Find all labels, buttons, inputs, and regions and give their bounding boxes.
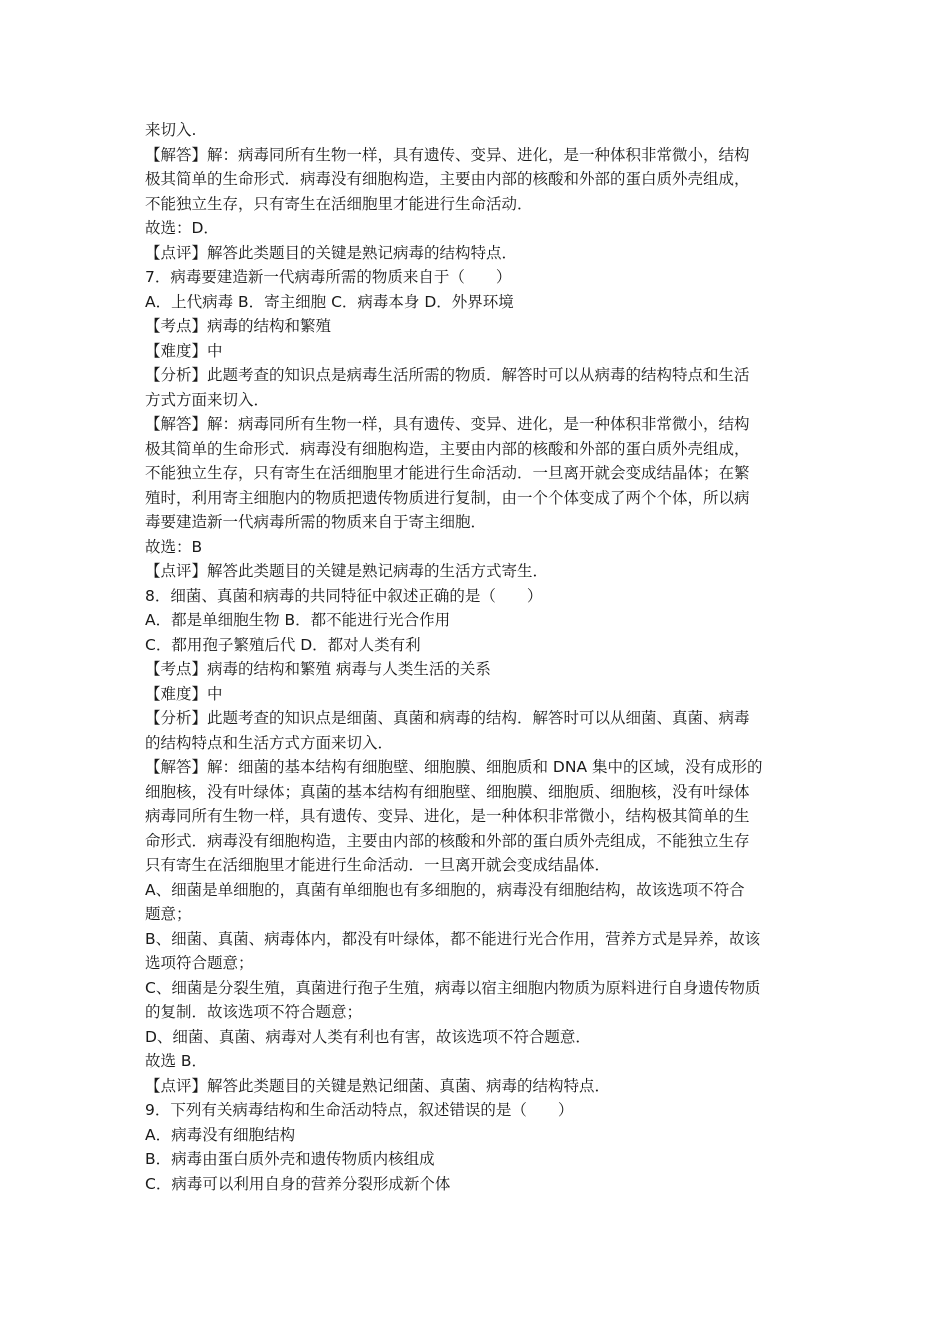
text-line: 8．细菌、真菌和病毒的共同特征中叙述正确的是（ ） <box>145 586 543 605</box>
text-line: 不能独立生存，只有寄生在活细胞里才能进行生命活动．一旦离开就会变成结晶体；在繁 <box>145 464 750 482</box>
text-line: 【点评】解答此类题目的关键是熟记细菌、真菌、病毒的结构特点． <box>145 1076 611 1095</box>
text-line: A．病毒没有细胞结构 <box>145 1125 296 1144</box>
text-line: B．病毒由蛋白质外壳和遗传物质内核组成 <box>145 1150 435 1168</box>
text-line: D、细菌、真菌、病毒对人类有利也有害，故该选项不符合题意． <box>145 1027 591 1046</box>
text-line: 故选：B <box>145 537 203 556</box>
text-line: 【点评】解答此类题目的关键是熟记病毒的结构特点． <box>145 243 518 262</box>
text-line: 【解答】解：病毒同所有生物一样，具有遗传、变异、进化，是一种体积非常微小，结构 <box>145 415 750 433</box>
text-line: 病毒同所有生物一样，具有遗传、变异、进化，是一种体积非常微小，结构极其简单的生 <box>145 807 750 825</box>
text-line: 毒要建造新一代病毒所需的物质来自于寄主细胞． <box>145 513 487 531</box>
document-page <box>145 118 815 1196</box>
text-line: 只有寄生在活细胞里才能进行生命活动．一旦离开就会变成结晶体． <box>145 856 611 874</box>
text-line: A．都是单细胞生物 B．都不能进行光合作用 <box>145 611 451 629</box>
text-line: 【解答】解：病毒同所有生物一样，具有遗传、变异、进化，是一种体积非常微小，结构 <box>145 145 750 164</box>
text-line: 【考点】病毒的结构和繁殖 <box>145 317 332 335</box>
text-line: 【分析】此题考查的知识点是病毒生活所需的物质．解答时可以从病毒的结构特点和生活 <box>145 366 750 384</box>
text-line: 【解答】解：细菌的基本结构有细胞壁、细胞膜、细胞质和 DNA 集中的区域，没有成形的 <box>145 758 763 776</box>
text-line: 题意； <box>145 905 192 923</box>
text-line: 不能独立生存，只有寄生在活细胞里才能进行生命活动． <box>145 194 533 213</box>
text-line: 【难度】中 <box>145 341 223 360</box>
text-line: 来切入. <box>145 121 197 139</box>
text-line: A．上代病毒 B．寄主细胞 C．病毒本身 D．外界环境 <box>145 292 514 311</box>
text-line: 【分析】此题考查的知识点是细菌、真菌和病毒的结构．解答时可以从细菌、真菌、病毒 <box>145 709 750 727</box>
text-line: 殖时，利用寄主细胞内的物质把遗传物质进行复制，由一个个体变成了两个个体，所以病 <box>145 488 750 507</box>
text-line: 【难度】中 <box>145 684 223 703</box>
text-line: 故选：D． <box>145 219 219 237</box>
text-line: 9．下列有关病毒结构和生命活动特点，叙述错误的是（ ） <box>145 1101 574 1119</box>
text-line: 的复制．故该选项不符合题意； <box>145 1003 363 1021</box>
text-line: 细胞核，没有叶绿体；真菌的基本结构有细胞壁、细胞膜、细胞质、细胞核，没有叶绿体 <box>145 782 750 801</box>
text-line: 方式方面来切入． <box>145 390 270 409</box>
text-line: A、细菌是单细胞的，真菌有单细胞也有多细胞的，病毒没有细胞结构，故该选项不符合 <box>145 880 745 899</box>
text-line: B、细菌、真菌、病毒体内，都没有叶绿体，都不能进行光合作用，营养方式是异养，故该 <box>145 929 761 948</box>
text-line: 极其简单的生命形式．病毒没有细胞构造，主要由内部的核酸和外部的蛋白质外壳组成， <box>145 439 750 458</box>
text-line: 命形式．病毒没有细胞构造，主要由内部的核酸和外部的蛋白质外壳组成，不能独立生存 <box>145 831 750 850</box>
text-line: 故选 B． <box>145 1052 208 1070</box>
text-line: C、细菌是分裂生殖，真菌进行孢子生殖，病毒以宿主细胞内物质为原料进行自身遗传物质 <box>145 978 761 997</box>
text-line: C．都用孢子繁殖后代 D．都对人类有利 <box>145 635 421 654</box>
text-line: 7．病毒要建造新一代病毒所需的物质来自于（ ） <box>145 268 512 286</box>
text-line: 【点评】解答此类题目的关键是熟记病毒的生活方式寄生． <box>145 562 549 580</box>
text-line: 选项符合题意； <box>145 954 254 972</box>
text-line: 的结构特点和生活方式方面来切入． <box>145 733 394 752</box>
text-line: 【考点】病毒的结构和繁殖 病毒与人类生活的关系 <box>145 660 491 678</box>
text-line: C．病毒可以利用自身的营养分裂形成新个体 <box>145 1174 451 1193</box>
text-line: 极其简单的生命形式．病毒没有细胞构造，主要由内部的核酸和外部的蛋白质外壳组成， <box>145 170 750 188</box>
